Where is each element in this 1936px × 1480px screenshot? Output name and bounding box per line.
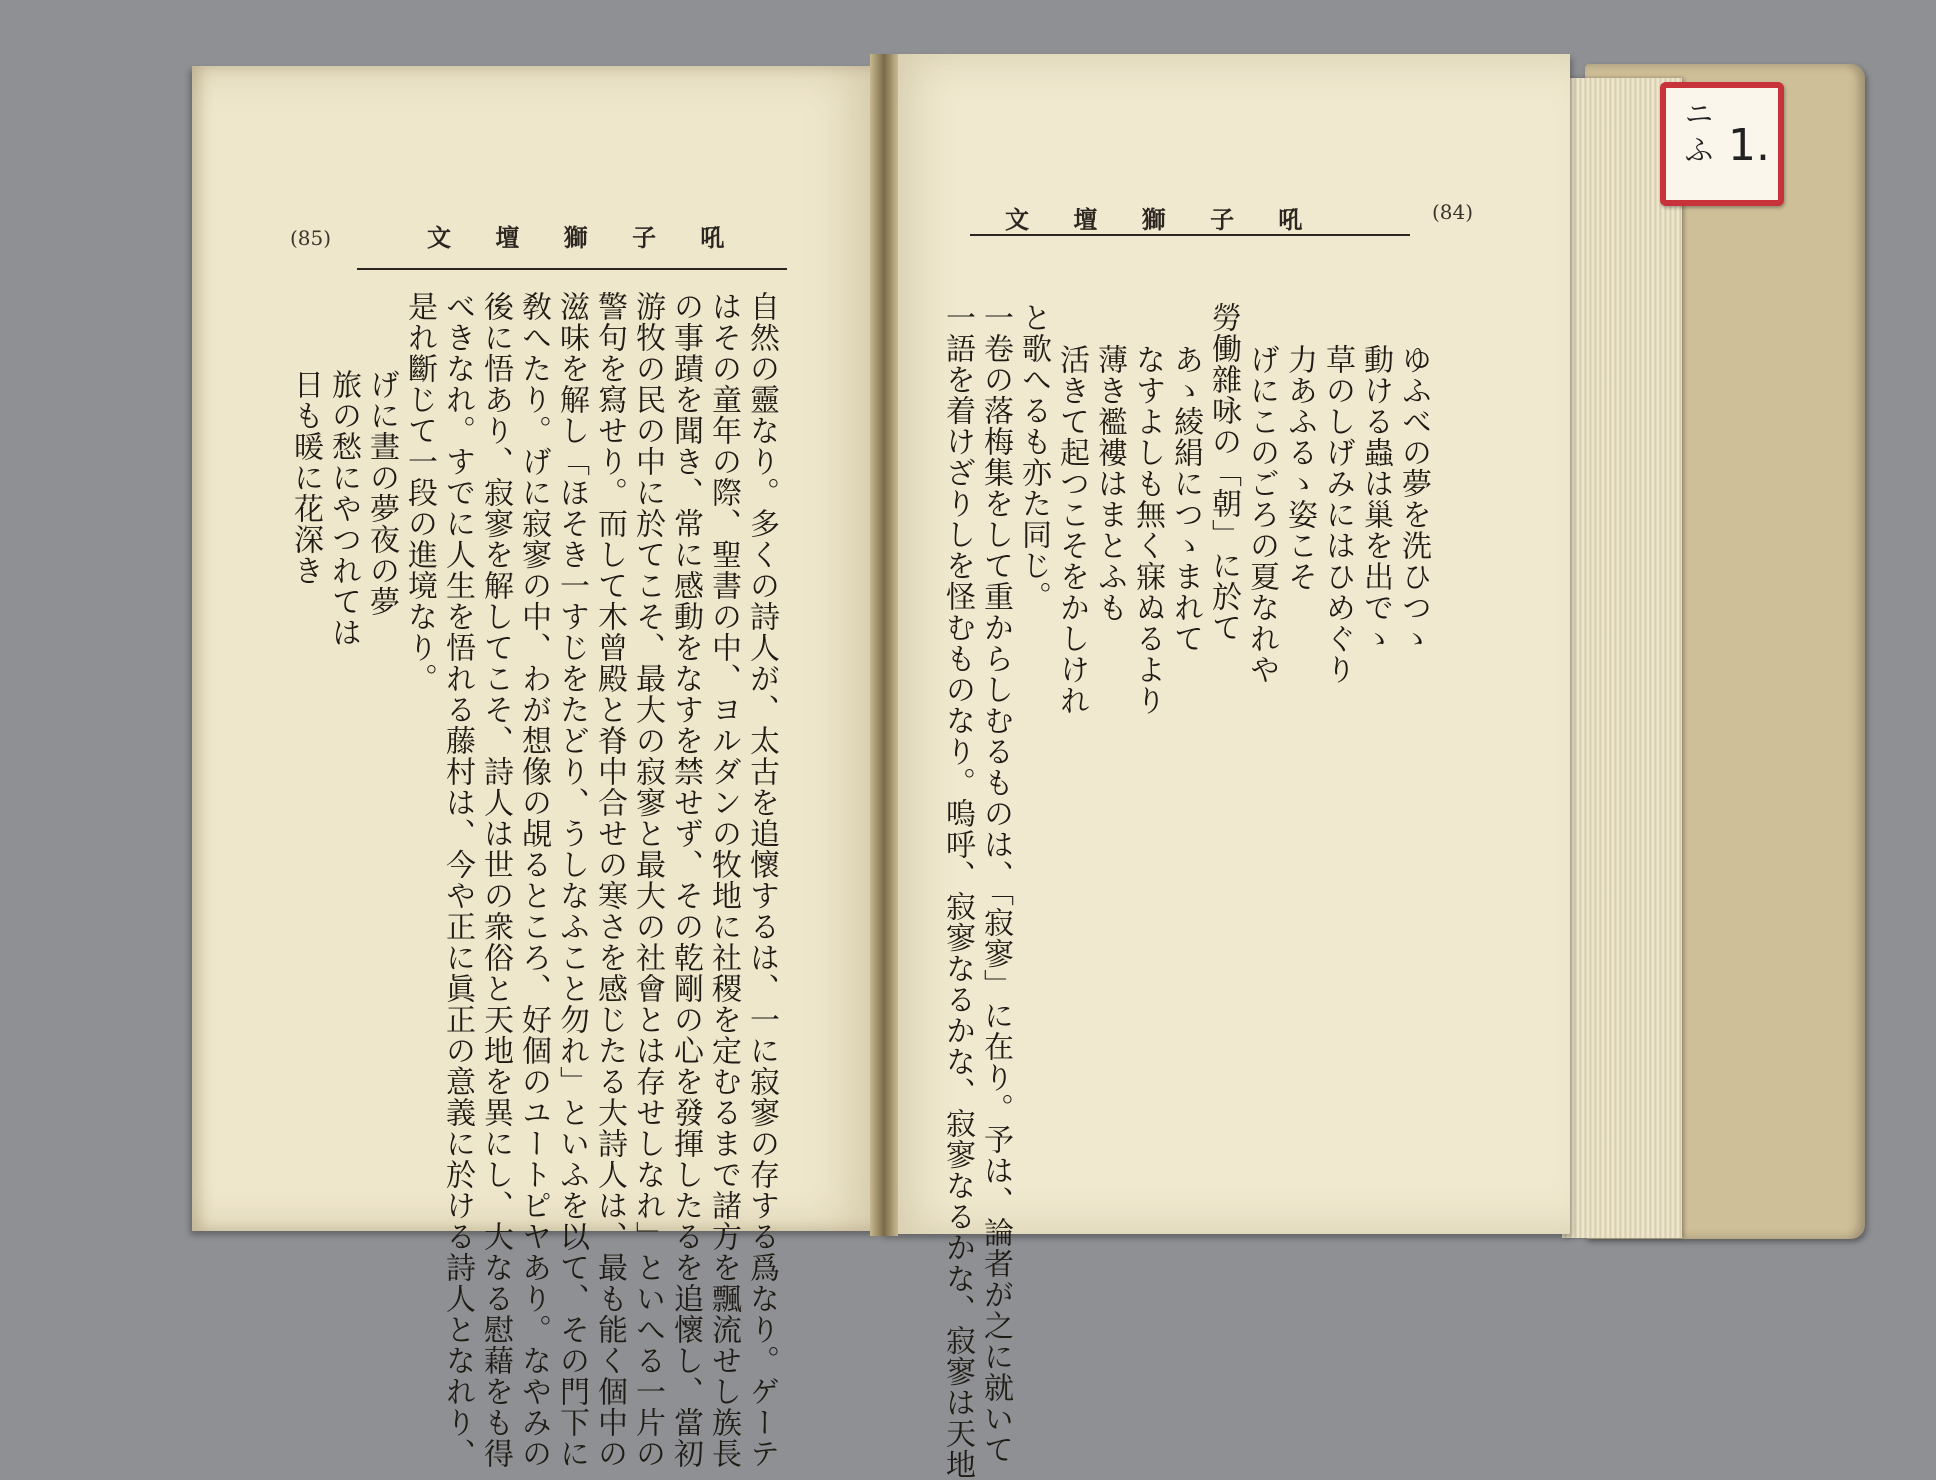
poem-line: 日も暖に花深き bbox=[288, 369, 323, 586]
text-column: 警句を寫せり。而して木曾殿と脊中合せの寒さを感じたる大詩人は、最も能く個中の bbox=[592, 291, 627, 1469]
poem-line: 動ける蟲は巢を出でゝ bbox=[1358, 344, 1393, 654]
left-text-block bbox=[286, 291, 780, 1469]
poem-line: なすよしも無く寐ぬるより bbox=[1130, 344, 1165, 716]
right-text-block bbox=[938, 302, 1432, 1480]
right-page-number: (84) bbox=[1432, 200, 1474, 224]
poem-line: あゝ綾絹につゝまれて bbox=[1168, 344, 1203, 654]
text-column: 後に悟あり、寂寥を解してこそ、詩人は世の衆俗と天地を異にし、大なる慰藉をも得 bbox=[478, 291, 513, 1469]
text-column: 自然の靈なり。多くの詩人が、太古を追懷するは、一に寂寥の存する爲なり。ゲーテ bbox=[744, 291, 779, 1469]
poem-line: 薄き襤褸はまとふも bbox=[1092, 344, 1127, 623]
book-gutter bbox=[870, 54, 898, 1236]
text-column: 滋味を解し「ほそき一すじをたどり、うしなふこと勿れ」といふを以て、その門下に bbox=[554, 291, 589, 1469]
poem-line: 旅の愁にやつれては bbox=[326, 369, 361, 648]
poem-line: 活きて起つこそをかしけれ bbox=[1054, 344, 1089, 716]
text-column: 敎へたり。げに寂寥の中、わが想像の覘るところ、好個のユートピヤあり。なやみの bbox=[516, 291, 551, 1469]
right-running-header: 文 壇 獅 子 吼 bbox=[1005, 205, 1321, 234]
left-page-number: (85) bbox=[290, 226, 332, 250]
text-column: 一卷の落梅集をして重からしむるものは、「寂寥」に在り。予は、論者が之に就いて bbox=[978, 302, 1013, 1465]
left-page bbox=[192, 66, 882, 1469]
text-column: と歌へるも亦た同じ。 bbox=[1016, 302, 1051, 612]
right-header-rule bbox=[970, 234, 1410, 236]
label-text: ニふ bbox=[1678, 98, 1713, 170]
text-column: べきなれ。すでに人生を悟れる藤村は、今や正に眞正の意義に於ける詩人となれり、 bbox=[440, 291, 475, 1469]
text-column: 一語を着けざりしを怪むものなり。嗚呼、寂寥なるかな、寂寥なるかな、寂寥は天地 bbox=[940, 302, 975, 1480]
poem-line: げにこのごろの夏なれや bbox=[1244, 344, 1279, 685]
poem-line: げに晝の夢夜の夢 bbox=[364, 369, 399, 617]
left-running-header: 文 壇 獅 子 吼 bbox=[427, 223, 743, 252]
right-page bbox=[880, 54, 1570, 1480]
text-column: の事蹟を聞き、常に感動をなすを禁せず、その乾剛の心を發揮したるを追懷し、當初 bbox=[668, 291, 703, 1469]
poem-line: ゆふべの夢を洗ひつゝ bbox=[1396, 344, 1431, 654]
poem-line: 草のしげみにはひめぐり bbox=[1320, 344, 1355, 685]
open-book bbox=[180, 48, 1780, 1480]
poem-line: 力あふるゝ姿こそ bbox=[1282, 344, 1317, 592]
text-column: はその童年の際、聖書の中、ヨルダンの牧地に社稷を定むるまで諸方を飄流せし族長 bbox=[706, 291, 741, 1469]
left-header-rule bbox=[357, 268, 787, 270]
text-column: 游牧の民の中に於てこそ、最大の寂寥と最大の社會とは存せしなれ」といへる一片の bbox=[630, 291, 665, 1469]
intro-line: 勞働雜咏の「朝」に於て bbox=[1206, 302, 1241, 643]
label-mark: 1. bbox=[1728, 120, 1770, 171]
text-column: 是れ斷じて一段の進境なり。 bbox=[402, 291, 437, 694]
library-label bbox=[1660, 82, 1784, 206]
page-edges bbox=[1562, 78, 1682, 1238]
